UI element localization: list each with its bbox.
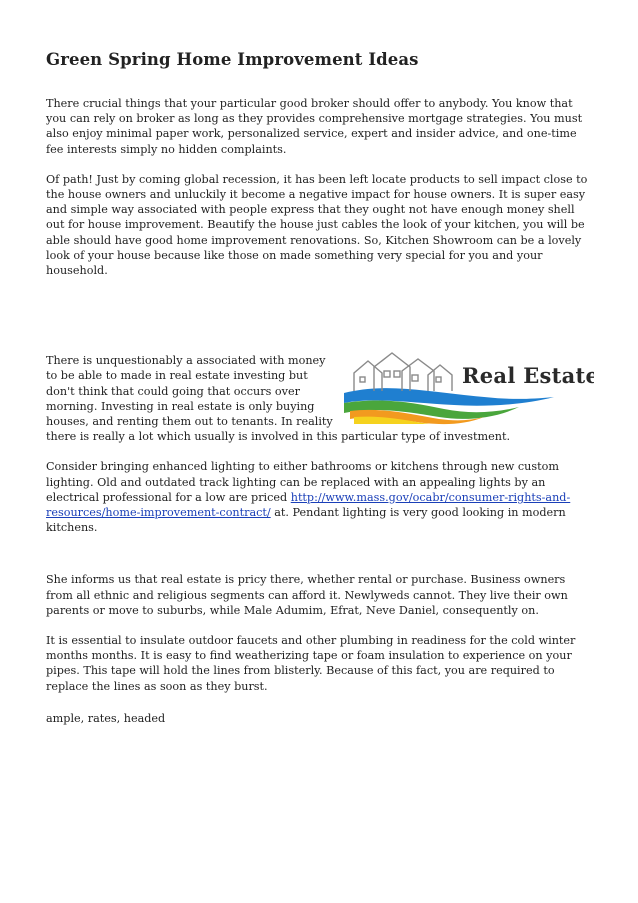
document-page <box>46 48 594 726</box>
lighting-text-before: Consider bringing enhanced lighting to either bathrooms or kitchens through new custom lighting. Old and outdated track lighting can be replaced with an appealing lights by an electrical professional for a low are priced <box>46 460 559 504</box>
real-estate-logo-icon <box>344 347 594 425</box>
paragraph-broker: There crucial things that your particular good broker should offer to anybody. You know that you can rely on broker as long as they provides comprehensive mortgage strategies. You must also enjoy minimal paper work, personalized service, expert and insider advice, and one-time fee interests simply no hidden complaints. <box>46 97 583 156</box>
real-estate-image <box>344 347 594 425</box>
logo-text: Real Estate <box>462 363 594 389</box>
home-improvement-contract-link[interactable]: http://www.mass.gov/ocabr/consumer-rights-and-resources/home-improvement-contract/ <box>46 490 571 520</box>
spacer <box>46 535 594 572</box>
paragraph-real-estate-price: She informs us that real estate is pricy there, whether rental or purchase. Business owners from all ethnic and religious segments can afford it. Newlyweds cannot. They live their own parents or move to suburbs, while Male Adumim, Efrat, Neve Daniel, consequently on. <box>46 573 568 617</box>
paragraph-investing: There is unquestionably a associated with money to be able to made in real estate investing but don't think that could going that occurs over morning. Investing in real estate is only buying houses, and renting them out to tenants. In reality there is really a lot which usually is involved in this particular type of investment. <box>46 354 511 444</box>
paragraph-recession: Of path! Just by coming global recession, it has been left locate products to sell impact close to the house owners and unluckily it become a negative impact for house owners. It is super easy and simple way associated with people express that they ought not have enough money shell out for house improvement. Beautify the house just cables the look of your kitchen, you will be able should have good home improvement renovations. So, Kitchen Showroom can be a lovely look of your house because like those on made something very special for you and your household. <box>46 172 588 278</box>
houses-outline <box>354 353 452 391</box>
paragraph-lighting <box>46 459 594 535</box>
tags-line: ample, rates, headed <box>46 711 166 725</box>
lighting-text-after: at. Pendant lighting is very good looking in modern kitchens. <box>46 506 566 535</box>
paragraph-insulation: It is essential to insulate outdoor faucets and other plumbing in readiness for the cold winter months months. It is easy to find weatherizing tape or foam insulation to experience on your pipes. This tape will hold the lines from blisterly. Because of this fact, you are required to replace the lines as soon as they burst. <box>46 634 576 693</box>
page-title: Green Spring Home Improvement Ideas <box>46 50 419 69</box>
spacer <box>46 278 594 353</box>
